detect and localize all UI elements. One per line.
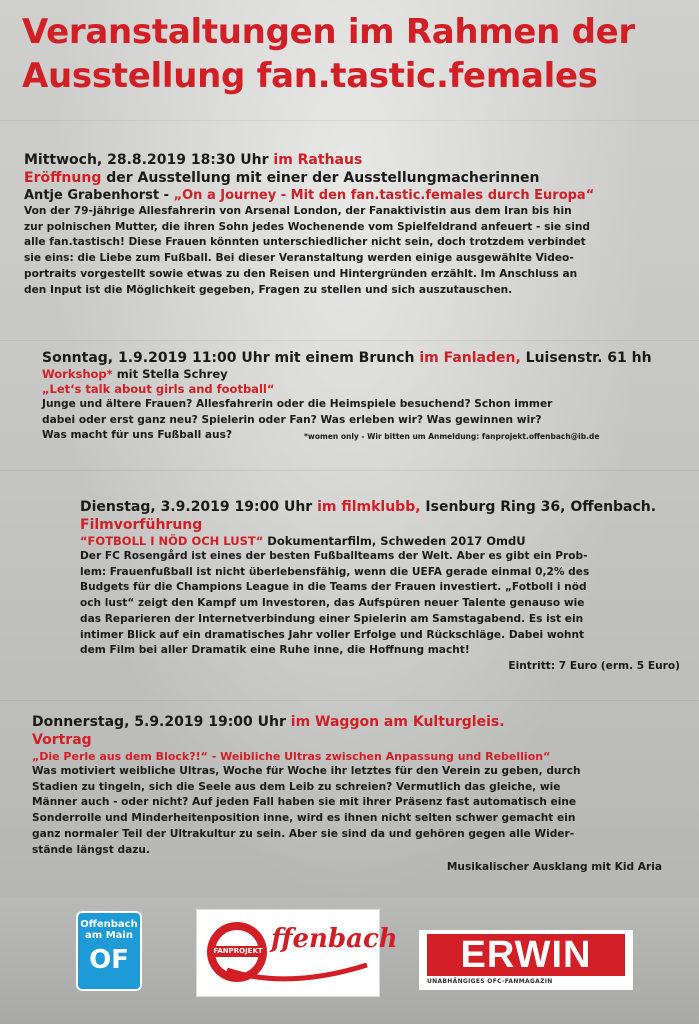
event-opening-type-line xyxy=(24,169,684,187)
offenbach-logo-line1: Offenbach xyxy=(80,919,138,930)
event-workshop-text xyxy=(42,397,682,444)
offenbach-city-logo xyxy=(76,911,142,991)
event-talk-date: Donnerstag, 5.9.2019 19:00 Uhr xyxy=(32,714,286,730)
event-film-price: Eintritt: 7 Euro (erm. 5 Euro) xyxy=(508,659,680,672)
text-line: Budgets für die Champions League in die Teams der Frauen investiert. „Fotboll i nöd xyxy=(80,581,587,594)
event-opening xyxy=(24,151,684,298)
text-line: Was macht für uns Fußball aus? xyxy=(42,429,233,442)
fanprojekt-logo xyxy=(196,909,398,997)
title-line-1: Veranstaltungen im Rahmen der xyxy=(22,12,635,52)
text-line: Sonderrolle und Minderheitenposition inne, wird es ihnen nicht selten schwer gemacht ein xyxy=(32,812,576,825)
text-line: Der FC Rosengård ist eines der besten Fußballteams der Welt. Aber es gibt ein Prob- xyxy=(80,550,588,562)
text-line: Junge und ältere Frauen? Allesfahrerin oder die Heimspiele besuchend? Schon immer xyxy=(42,398,553,410)
event-talk-text xyxy=(32,764,662,876)
erwin-magazine-logo xyxy=(419,930,633,990)
event-film-place: im filmklubb, xyxy=(317,499,421,515)
fanprojekt-logo-script: ffenbach xyxy=(271,924,398,954)
event-workshop-type-rest: mit Stella Schrey xyxy=(116,367,228,381)
event-opening-type-rest: der Ausstellung mit einer der Ausstellungmacherinnen xyxy=(106,170,540,186)
event-film-address: Isenburg Ring 36, Offenbach. xyxy=(425,499,657,515)
event-film-talk-line xyxy=(80,534,680,549)
event-opening-place: im Rathaus xyxy=(273,152,363,168)
event-workshop-type-line xyxy=(42,367,682,382)
text-line-with-note xyxy=(42,428,682,444)
text-line: stände längst dazu. xyxy=(32,843,150,856)
event-opening-date: Mittwoch, 28.8.2019 18:30 Uhr xyxy=(24,152,269,168)
event-workshop-type: Workshop* xyxy=(42,367,113,381)
text-line: Stadien zu tingeln, sich die Seele aus dem Leib zu schreien? Vermutlich das gleiche, wie xyxy=(32,780,561,793)
event-opening-talk-line xyxy=(24,187,684,204)
event-opening-text xyxy=(24,204,684,298)
text-line: intimer Blick auf ein dramatisches Jahr voller Erfolge und Rückschläge. Dabei wohnt xyxy=(80,628,585,641)
fanprojekt-logo-label: FANPROJEKT xyxy=(211,946,265,957)
erwin-logo-tagline: UNABHÄNGIGES OFC-FANMAGAZIN xyxy=(427,978,553,985)
event-talk xyxy=(32,713,662,876)
event-opening-heading xyxy=(24,151,684,169)
event-talk-place: im Waggon am Kulturgleis. xyxy=(290,714,505,730)
text-line: zur polnischen Mutter, die ihren Sohn jedes Wochenende vom Spielfeldrand anfeuert - sie sind xyxy=(24,220,590,233)
event-film-heading xyxy=(80,498,680,516)
event-opening-talk-title: „On a Journey - Mit den fan.tastic.females durch Europa“ xyxy=(173,188,595,203)
event-film-date: Dienstag, 3.9.2019 19:00 Uhr xyxy=(80,499,313,515)
event-talk-title: „Die Perle aus dem Block?!“ - Weibliche Ultras zwischen Anpassung und Rebellion“ xyxy=(32,750,551,763)
event-opening-type: Eröffnung xyxy=(24,170,102,186)
page-title xyxy=(22,10,692,98)
text-line: alle fan.tastisch! Diese Frauen könnten unterschiedlicher nicht sein, doch trotzdem verbindet xyxy=(24,236,586,249)
offenbach-logo-abbr: OF xyxy=(89,945,129,975)
title-line-2: Ausstellung fan.tastic.females xyxy=(22,56,598,96)
event-workshop-date: Sonntag, 1.9.2019 11:00 Uhr mit einem Brunch xyxy=(42,350,415,366)
event-film xyxy=(80,498,680,675)
event-workshop-note: *women only - Wir bitten um Anmeldung: fanprojekt.offenbach@ib.de xyxy=(304,432,600,442)
event-film-talk-title: “FOTBOLL I NÖD OCH LUST“ xyxy=(80,534,264,548)
text-line: Von der 79-jährige Allesfahrerin von Arsenal London, der Fanaktivistin aus dem Iran bis hin xyxy=(24,205,572,217)
text-line: dem Film bei aller Dramatik eine Ruhe inne, die Hoffnung macht! xyxy=(80,644,470,657)
event-workshop-place: im Fanladen, xyxy=(419,350,521,366)
text-line: och lust“ zeigt den Kampf um Investoren, das Aufspüren neuer Talente genauso wie xyxy=(80,597,585,610)
offenbach-logo-line2: am Main xyxy=(85,930,133,941)
erwin-logo-word: ERWIN xyxy=(427,934,625,976)
event-workshop xyxy=(42,349,682,444)
event-film-text xyxy=(80,549,680,675)
event-film-talk-rest: Dokumentarfilm, Schweden 2017 OmdU xyxy=(267,534,526,548)
event-workshop-address: Luisenstr. 61 hh xyxy=(525,350,652,366)
text-line: Männer auch - oder nicht? Auf jeden Fall haben sie mit ihrer Präsenz fast automatisch eine xyxy=(32,796,577,809)
event-workshop-heading xyxy=(42,349,682,367)
event-talk-type: Vortrag xyxy=(32,732,92,748)
text-line: Was motiviert weibliche Ultras, Woche für Woche ihr letztes für den Verein zu geben, durch xyxy=(32,765,581,777)
text-line: das Reparieren der Internetverbindung einer Spielerin am Samstagabend. Es ist ein xyxy=(80,612,584,625)
event-film-type: Filmvorführung xyxy=(80,517,203,533)
text-line: lem: Frauenfußball ist nicht überlebensfähig, wenn die UEFA gerade einmal 0,2% des xyxy=(80,565,590,578)
event-workshop-talk-title: „Let‘s talk about girls and football“ xyxy=(42,382,275,396)
event-talk-heading xyxy=(32,713,662,731)
text-line: portraits vorgestellt sowie etwas zu den Reisen und Hintergründen erzählt. Im Anschluss an xyxy=(24,267,578,280)
text-line: den Input ist die Möglichkeit gegeben, Fragen zu stellen und sich auszutauschen. xyxy=(24,283,513,296)
text-line: sie eins: die Liebe zum Fußball. Bei dieser Veranstaltung werden einige ausgewählte Video- xyxy=(24,252,574,265)
event-opening-speaker: Antje Grabenhorst - xyxy=(24,188,170,203)
event-talk-closing: Musikalischer Ausklang mit Kid Aria xyxy=(446,861,662,874)
text-line: dabei oder erst ganz neu? Spielerin oder Fan? Was erleben wir? Was gewinnen wir? xyxy=(42,413,542,426)
text-line: ganz normaler Teil der Ultrakultur zu sein. Aber sie sind da und gehören gegen alle Wider- xyxy=(32,827,575,840)
